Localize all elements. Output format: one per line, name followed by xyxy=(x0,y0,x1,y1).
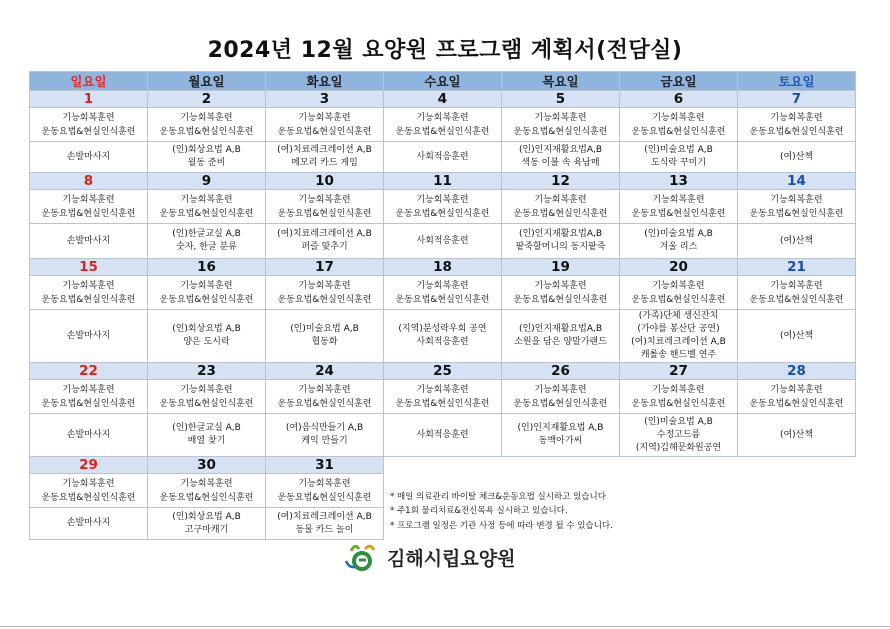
program-text: 운동요법&현실인식훈련 xyxy=(631,208,726,219)
program-row-morning xyxy=(30,108,856,142)
program-row-morning xyxy=(30,380,856,414)
date-cell: 27 xyxy=(620,363,738,380)
date-cell: 23 xyxy=(148,363,266,380)
program-cell xyxy=(738,108,856,142)
program-cell xyxy=(266,142,384,173)
program-text: 퍼즐 맞추기 xyxy=(301,242,348,252)
program-text: (여)음식만들기 A,B xyxy=(285,423,364,433)
program-text: 운동요법&현실인식훈련 xyxy=(159,492,254,503)
program-text: 고구마캐기 xyxy=(184,524,229,535)
program-cell xyxy=(384,142,502,173)
program-text: 운동요법&현실인식훈련 xyxy=(277,398,372,409)
program-row-morning xyxy=(30,190,856,224)
program-text: 기능회복훈련 xyxy=(652,280,705,291)
program-cell xyxy=(502,276,620,310)
program-text: 기능회복훈련 xyxy=(652,384,705,395)
program-text: 운동요법&현실인식훈련 xyxy=(277,294,372,305)
date-cell: 5 xyxy=(502,91,620,108)
program-text: 운동요법&현실인식훈련 xyxy=(41,208,136,219)
date-cell: 14 xyxy=(738,173,856,190)
program-text: (여)산책 xyxy=(779,330,814,341)
program-text: 케익 만들기 xyxy=(301,436,348,446)
program-text: 운동요법&현실인식훈련 xyxy=(395,294,490,305)
program-cell xyxy=(502,142,620,173)
program-text: 기능회복훈련 xyxy=(180,280,233,291)
program-cell xyxy=(384,380,502,414)
program-text: 운동요법&현실인식훈련 xyxy=(513,294,608,305)
date-row xyxy=(30,173,856,190)
date-cell: 22 xyxy=(30,363,148,380)
program-text: 수정고드름 xyxy=(656,429,701,440)
date-cell: 4 xyxy=(384,91,502,108)
program-text: 운동요법&현실인식훈련 xyxy=(159,208,254,219)
weekday-tuesday: 화요일 xyxy=(266,72,384,91)
program-text: 기능회복훈련 xyxy=(180,112,233,123)
program-text: 기능회복훈련 xyxy=(298,112,351,123)
program-text: 기능회복훈련 xyxy=(180,384,233,395)
program-text: 기능회복훈련 xyxy=(770,194,823,205)
program-cell xyxy=(620,310,738,363)
gimhae-city-logo-icon xyxy=(345,543,379,571)
program-text: 기능회복훈련 xyxy=(298,384,351,395)
program-text: 운동요법&현실인식훈련 xyxy=(277,208,372,219)
footer xyxy=(345,542,515,572)
program-text: (인)미술요법 A,B xyxy=(644,229,713,239)
program-cell xyxy=(30,142,148,173)
program-text: 운동요법&현실인식훈련 xyxy=(41,492,136,503)
org-name: 김해시립요양원 xyxy=(387,547,516,570)
program-text: (여)산책 xyxy=(779,235,814,246)
program-text: 색동 이불 속 육남매 xyxy=(521,158,600,168)
program-text: 양은 도시락 xyxy=(183,337,230,347)
program-text: 기능회복훈련 xyxy=(534,112,587,123)
program-row-afternoon xyxy=(30,224,856,259)
program-cell xyxy=(148,224,266,259)
program-text: 운동요법&현실인식훈련 xyxy=(159,398,254,409)
date-cell: 28 xyxy=(738,363,856,380)
program-text: 기능회복훈련 xyxy=(770,112,823,123)
date-cell: 26 xyxy=(502,363,620,380)
program-cell xyxy=(502,224,620,259)
program-cell xyxy=(30,474,148,508)
program-cell xyxy=(266,108,384,142)
program-cell xyxy=(620,108,738,142)
date-cell: 7 xyxy=(738,91,856,108)
program-text: 기능회복훈련 xyxy=(62,384,115,395)
program-row-afternoon xyxy=(30,142,856,173)
program-text: 운동요법&현실인식훈련 xyxy=(749,398,844,409)
program-text: 사회적응훈련 xyxy=(416,151,469,162)
note-text: * 프로그램 일정은 기관 사정 등에 따라 변경 될 수 있습니다. xyxy=(390,520,613,531)
program-cell xyxy=(148,276,266,310)
date-row xyxy=(30,91,856,108)
program-text: 기능회복훈련 xyxy=(534,384,587,395)
date-cell: 29 xyxy=(30,457,148,474)
program-text: 운동요법&현실인식훈련 xyxy=(631,126,726,137)
date-cell: 21 xyxy=(738,259,856,276)
date-cell: 15 xyxy=(30,259,148,276)
program-text: 기능회복훈련 xyxy=(62,112,115,123)
program-text: 기능회복훈련 xyxy=(416,194,469,205)
program-text: 사회적응훈련 xyxy=(416,337,469,347)
date-cell: 17 xyxy=(266,259,384,276)
date-cell: 3 xyxy=(266,91,384,108)
program-text: 기능회복훈련 xyxy=(770,280,823,291)
program-cell xyxy=(30,108,148,142)
date-cell: 31 xyxy=(266,457,384,474)
program-text: 운동요법&현실인식훈련 xyxy=(41,398,136,409)
program-text: 캐롤송 핸드벨 연주 xyxy=(640,350,717,360)
program-cell xyxy=(738,310,856,363)
program-text: (지역)김해문화원공연 xyxy=(635,442,722,453)
program-cell xyxy=(30,508,148,540)
program-text: 도식락 꾸미기 xyxy=(650,158,707,168)
date-cell: 19 xyxy=(502,259,620,276)
program-cell xyxy=(384,414,502,457)
date-cell: 8 xyxy=(30,173,148,190)
program-cell xyxy=(384,108,502,142)
program-cell xyxy=(266,414,384,457)
program-text: 기능회복훈련 xyxy=(416,384,469,395)
program-text: (인)인지재활요법 A,B xyxy=(517,423,604,433)
program-cell xyxy=(620,190,738,224)
program-cell xyxy=(266,276,384,310)
program-text: (인)회상요법 A,B xyxy=(172,324,241,334)
program-cell xyxy=(30,310,148,363)
program-cell xyxy=(384,190,502,224)
program-text: (인)미술요법 A,B xyxy=(290,324,359,334)
date-cell: 20 xyxy=(620,259,738,276)
program-cell xyxy=(30,414,148,457)
program-text: 팥죽할머니의 동지팥죽 xyxy=(515,242,606,252)
program-row-morning xyxy=(30,474,856,508)
program-text: 기능회복훈련 xyxy=(298,478,351,489)
program-cell xyxy=(148,310,266,363)
date-cell: 24 xyxy=(266,363,384,380)
calendar-table xyxy=(29,71,856,540)
date-row xyxy=(30,363,856,380)
weekday-wednesday: 수요일 xyxy=(384,72,502,91)
program-text: 기능회복훈련 xyxy=(534,280,587,291)
program-text: (여)치료레크레이션 A,B xyxy=(277,229,372,239)
program-text: 손발마사지 xyxy=(66,518,111,528)
date-cell: 10 xyxy=(266,173,384,190)
program-text: (인)한글교실 A,B xyxy=(172,423,241,433)
program-text: (여)치료레크레이션 A,B xyxy=(277,145,372,155)
program-text: 기능회복훈련 xyxy=(62,194,115,205)
program-cell xyxy=(738,276,856,310)
program-text: 메모리 카드 게임 xyxy=(291,158,358,168)
program-text: 손발마사지 xyxy=(66,429,111,440)
program-cell xyxy=(502,310,620,363)
date-cell: 13 xyxy=(620,173,738,190)
program-cell xyxy=(620,414,738,457)
program-cell xyxy=(738,380,856,414)
program-text: 기능회복훈련 xyxy=(416,280,469,291)
program-cell xyxy=(620,380,738,414)
program-text: (인)미술요법 A,B xyxy=(644,416,713,427)
program-text: 숫자, 한글 분류 xyxy=(176,242,237,252)
program-text: (지역)분성락우회 공연 xyxy=(398,324,487,334)
program-text: (인)인지재활요법A,B xyxy=(518,229,603,239)
program-text: 운동요법&현실인식훈련 xyxy=(41,294,136,305)
program-text: 운동요법&현실인식훈련 xyxy=(513,126,608,137)
program-text: 운동요법&현실인식훈련 xyxy=(513,398,608,409)
program-cell xyxy=(148,380,266,414)
program-text: 기능회복훈련 xyxy=(62,478,115,489)
program-text: 기능회복훈련 xyxy=(298,194,351,205)
program-text: (인)회상요법 A,B xyxy=(172,145,241,155)
program-cell xyxy=(502,380,620,414)
program-text: 손발마사지 xyxy=(66,151,111,162)
program-cell xyxy=(266,508,384,540)
date-cell: 25 xyxy=(384,363,502,380)
program-cell xyxy=(148,108,266,142)
program-text: 기능회복훈련 xyxy=(652,194,705,205)
date-cell: 1 xyxy=(30,91,148,108)
program-text: 월동 준비 xyxy=(187,158,226,168)
program-cell xyxy=(148,474,266,508)
program-cell xyxy=(384,276,502,310)
program-cell xyxy=(148,190,266,224)
date-cell: 12 xyxy=(502,173,620,190)
program-cell xyxy=(502,414,620,457)
program-cell xyxy=(384,310,502,363)
program-cell xyxy=(620,142,738,173)
program-text: 기능회복훈련 xyxy=(180,478,233,489)
program-text: (여)치료레크레이션 A,B xyxy=(631,337,726,347)
program-text: 소원을 담은 양말가랜드 xyxy=(514,337,607,347)
program-text: 기능회복훈련 xyxy=(62,280,115,291)
note-text: * 매일 의료관리 바이탈 체크&운동요법 실시하고 있습니다 xyxy=(390,491,606,502)
program-text: 운동요법&현실인식훈련 xyxy=(277,126,372,137)
program-cell xyxy=(620,224,738,259)
date-cell: 9 xyxy=(148,173,266,190)
program-cell xyxy=(384,224,502,259)
program-cell xyxy=(266,380,384,414)
weekday-friday: 금요일 xyxy=(620,72,738,91)
blank-area xyxy=(384,457,856,474)
program-text: 운동요법&현실인식훈련 xyxy=(749,126,844,137)
date-cell: 30 xyxy=(148,457,266,474)
program-text: (가야를 봉산단 공연) xyxy=(637,324,720,334)
program-text: (인)한글교실 A,B xyxy=(172,229,241,239)
program-cell xyxy=(266,224,384,259)
program-text: 운동요법&현실인식훈련 xyxy=(395,126,490,137)
date-cell: 6 xyxy=(620,91,738,108)
program-text: 손발마사지 xyxy=(66,235,111,246)
program-cell xyxy=(30,380,148,414)
program-cell xyxy=(148,142,266,173)
date-cell: 16 xyxy=(148,259,266,276)
program-text: (인)인지재활요법A,B xyxy=(518,145,603,155)
program-cell xyxy=(502,108,620,142)
date-row xyxy=(30,457,856,474)
program-cell xyxy=(266,190,384,224)
program-cell xyxy=(30,276,148,310)
weekday-saturday: 토요일 xyxy=(738,72,856,91)
program-cell xyxy=(30,190,148,224)
page-bottom-divider xyxy=(0,626,890,627)
weekday-sunday: 일요일 xyxy=(30,72,148,91)
weekday-header-row xyxy=(30,72,856,91)
date-cell: 2 xyxy=(148,91,266,108)
program-text: 운동요법&현실인식훈련 xyxy=(631,294,726,305)
program-text: 기능회복훈련 xyxy=(770,384,823,395)
program-text: 운동요법&현실인식훈련 xyxy=(749,208,844,219)
program-text: (여)산책 xyxy=(779,151,814,162)
program-text: 운동요법&현실인식훈련 xyxy=(159,126,254,137)
program-text: 사회적응훈련 xyxy=(416,235,469,246)
program-cell xyxy=(502,190,620,224)
program-text: 기능회복훈련 xyxy=(298,280,351,291)
program-cell xyxy=(738,224,856,259)
date-cell: 18 xyxy=(384,259,502,276)
weekday-thursday: 목요일 xyxy=(502,72,620,91)
program-text: 운동요법&현실인식훈련 xyxy=(631,398,726,409)
program-cell xyxy=(266,474,384,508)
program-text: (여)치료레크레이션 A,B xyxy=(277,511,372,522)
program-cell xyxy=(266,310,384,363)
program-text: 동물 카드 놀이 xyxy=(295,524,354,535)
program-cell xyxy=(738,142,856,173)
program-text: 겨울 리스 xyxy=(659,242,698,252)
program-row-afternoon xyxy=(30,310,856,363)
program-text: 협동화 xyxy=(311,337,338,347)
program-cell xyxy=(30,224,148,259)
program-cell xyxy=(738,190,856,224)
program-text: 기능회복훈련 xyxy=(180,194,233,205)
program-text: (인)미술요법 A,B xyxy=(644,145,713,155)
program-cell xyxy=(738,414,856,457)
program-text: (여)산책 xyxy=(779,429,814,440)
program-text: 운동요법&현실인식훈련 xyxy=(277,492,372,503)
note-text: * 주1회 물리치료&전신목욕 실시하고 있습니다. xyxy=(390,506,568,516)
program-text: 사회적응훈련 xyxy=(416,429,469,440)
program-text: 기능회복훈련 xyxy=(652,112,705,123)
program-text: (가족)단체 생신잔치 xyxy=(638,311,719,321)
program-text: 운동요법&현실인식훈련 xyxy=(513,208,608,219)
weekday-monday: 월요일 xyxy=(148,72,266,91)
program-text: 운동요법&현실인식훈련 xyxy=(41,126,136,137)
page-title: 2024년 12월 요양원 프로그램 계획서(전담실) xyxy=(207,38,683,63)
program-text: 기능회복훈련 xyxy=(534,194,587,205)
program-cell xyxy=(148,508,266,540)
date-row xyxy=(30,259,856,276)
date-cell: 11 xyxy=(384,173,502,190)
program-text: 운동요법&현실인식훈련 xyxy=(749,294,844,305)
program-text: 동백아가씨 xyxy=(538,436,583,446)
program-row-morning xyxy=(30,276,856,310)
program-text: 운동요법&현실인식훈련 xyxy=(159,294,254,305)
program-text: 배열 찾기 xyxy=(187,436,226,446)
program-text: 손발마사지 xyxy=(66,330,111,341)
program-text: (인)인지재활요법A,B xyxy=(518,324,603,334)
program-text: 운동요법&현실인식훈련 xyxy=(395,398,490,409)
program-cell xyxy=(620,276,738,310)
program-text: 기능회복훈련 xyxy=(416,112,469,123)
notes-box xyxy=(384,474,856,540)
program-cell xyxy=(148,414,266,457)
program-text: (인)회상요법 A,B xyxy=(172,511,241,522)
program-row-afternoon xyxy=(30,414,856,457)
program-text: 운동요법&현실인식훈련 xyxy=(395,208,490,219)
